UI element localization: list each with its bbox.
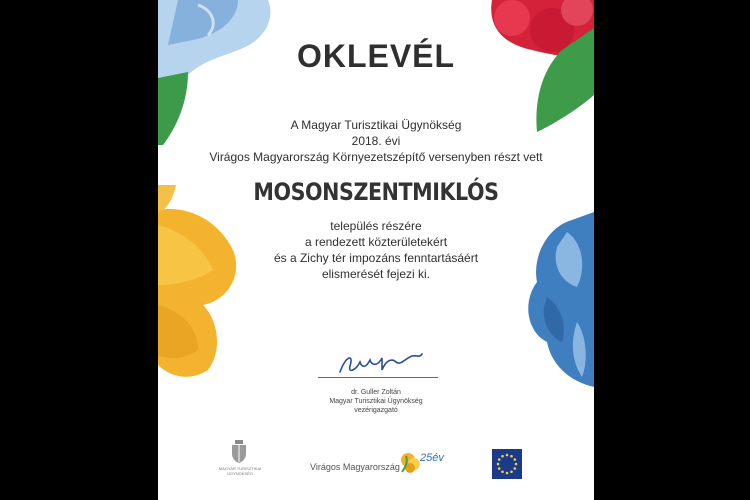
competition-line: Virágos Magyarország Környezetszépítő versenyben részt vett — [209, 150, 543, 164]
signature — [336, 350, 426, 378]
viragos-magyarorszag-logo-text: Virágos Magyarország — [310, 462, 400, 472]
year-line: 2018. évi — [351, 134, 401, 148]
signatory-name: dr. Guller Zoltán — [351, 389, 401, 396]
body-line-1: település részére — [330, 219, 422, 233]
anniversary-flower-icon — [400, 448, 422, 474]
recipient-name: MOSONSZENTMIKLÓS — [253, 178, 499, 206]
mtu-logo-text: MAGYAR TURISZTIKAI ÜGYNÖKSÉG — [218, 466, 262, 476]
issuer-line: A Magyar Turisztikai Ügynökség — [290, 118, 462, 132]
signature-line — [318, 377, 438, 378]
signatory-org: Magyar Turisztikai Ügynökség — [329, 398, 423, 405]
certificate-title: OKLEVÉL — [296, 38, 456, 74]
signatory-role: vezérigazgató — [354, 407, 398, 414]
eu-flag-icon — [492, 449, 522, 479]
certificate-page — [158, 0, 594, 500]
anniversary-label: 25év — [420, 452, 444, 464]
hungarian-coat-of-arms-icon — [230, 440, 248, 464]
body-line-4: elismerését fejezi ki. — [321, 267, 431, 281]
body-line-3: és a Zichy tér impozáns fenntartásáért — [273, 251, 479, 265]
yellow-flower-left-decoration — [158, 185, 238, 380]
body-line-2: a rendezett közterületekért — [304, 235, 448, 249]
